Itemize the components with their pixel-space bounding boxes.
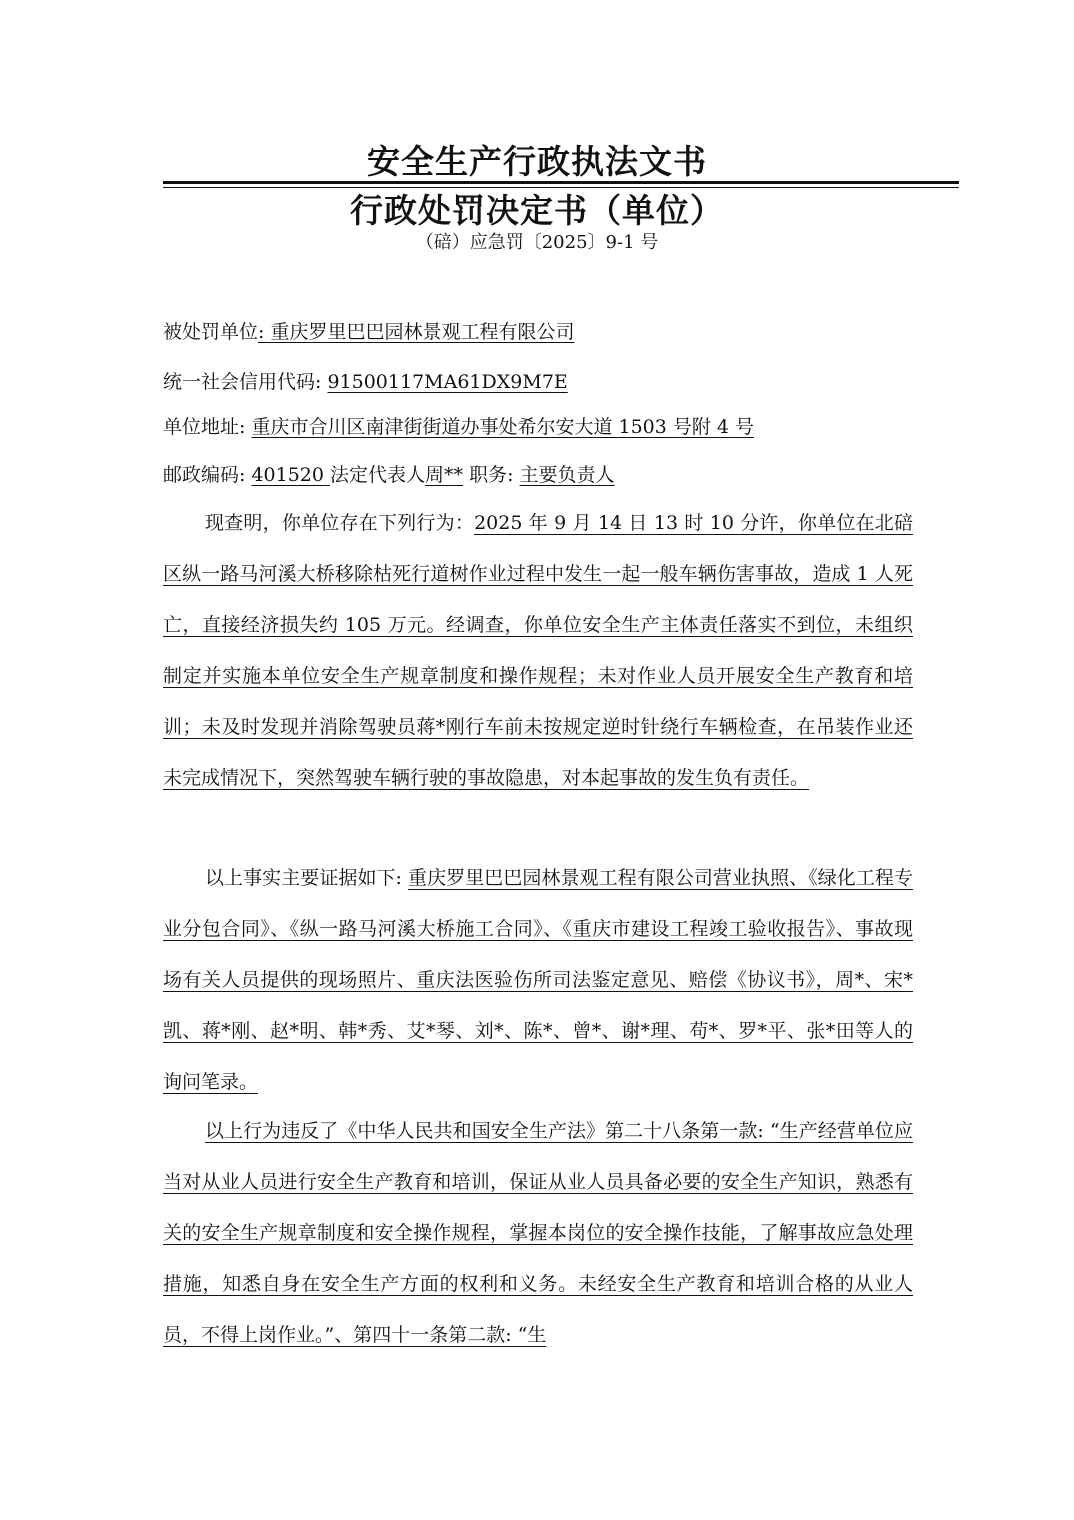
field-value: 91500117MA61DX9M7E bbox=[327, 371, 568, 393]
facts-body: 2025 年 9 月 14 日 13 时 10 分许，你单位在北碚区纵一路马河溪大桥移除枯死行道树作业过程中发生一起一般车辆伤害事故，造成 1 人死亡，直接经济损失约 105 万元。经调查，你单位安全生产主体责任落实不到位，未组织制定并实施本单位安全生产规章制度和操作规程；未对作业人员开展安全生产教育和培训；未及时发现并消除驾驶员蒋*刚行车前未按规定逆时针绕行车辆检查，在吊装作业还未完成情况下，突然驾驶车辆行驶的事故隐患，对本起事故的发生负有责任。 bbox=[163, 512, 913, 789]
field-label: 法定代表人 bbox=[330, 464, 426, 486]
evidence-lead: 以上事实主要证据如下: bbox=[205, 867, 409, 889]
field-label: 单位地址: bbox=[163, 416, 252, 438]
field-value: 401520 bbox=[251, 464, 331, 486]
field-value: 主要负责人 bbox=[519, 464, 615, 486]
document-number: （碚）应急罚〔2025〕9-1 号 bbox=[415, 232, 659, 253]
facts-lead: 现查明，你单位存在下列行为： bbox=[205, 512, 475, 534]
field-label: 被处罚单位 bbox=[163, 321, 259, 343]
field-postcode-representative bbox=[163, 461, 615, 489]
field-address bbox=[163, 413, 754, 441]
field-value: 周** bbox=[425, 464, 464, 486]
title-thick-rule bbox=[163, 181, 959, 184]
violation-body: 以上行为违反了《中华人民共和国安全生产法》第二十八条第一款: “生产经营单位应当对从业人员进行安全生产教育和培训，保证从业人员具备必要的安全生产知识，熟悉有关的安全生产规章制度和安全操作规程，掌握本岗位的安全操作技能，了解事故应急处理措施，知悉自身在安全生产方面的权利和义务。未经安全生产教育和培训合格的从业人员，不得上岗作业。”、第四十一条第二款: “生 bbox=[163, 1120, 913, 1346]
decision-title: 行政处罚决定书（单位） bbox=[350, 191, 724, 230]
field-punished-unit bbox=[163, 318, 574, 346]
field-label: 统一社会信用代码: bbox=[163, 371, 328, 393]
document-title: 安全生产行政执法文书 bbox=[367, 142, 707, 181]
field-value: 重庆市合川区南津街街道办事处希尔安大道 1503 号附 4 号 bbox=[251, 416, 755, 438]
evidence-body: 重庆罗里巴巴园林景观工程有限公司营业执照、《绿化工程专业分包合同》、《纵一路马河溪大桥施工合同》、《重庆市建设工程竣工验收报告》、事故现场有关人员提供的现场照片、重庆法医验伤所司法鉴定意见、赔偿《协议书》，周*、宋*凯、蒋*刚、赵*明、韩*秀、艾*琴、刘*、陈*、曾*、谢*理、苟*、罗*平、张*田等人的询问笔录。 bbox=[163, 867, 913, 1093]
violation-paragraph bbox=[163, 1106, 913, 1361]
field-label: 邮政编码: bbox=[163, 464, 252, 486]
field-value: : 重庆罗里巴巴园林景观工程有限公司 bbox=[258, 321, 575, 343]
facts-paragraph bbox=[163, 498, 913, 804]
field-label: 职务: bbox=[463, 464, 520, 486]
field-credit-code bbox=[163, 368, 568, 396]
title-thin-rule bbox=[163, 187, 959, 188]
evidence-paragraph bbox=[163, 853, 913, 1108]
